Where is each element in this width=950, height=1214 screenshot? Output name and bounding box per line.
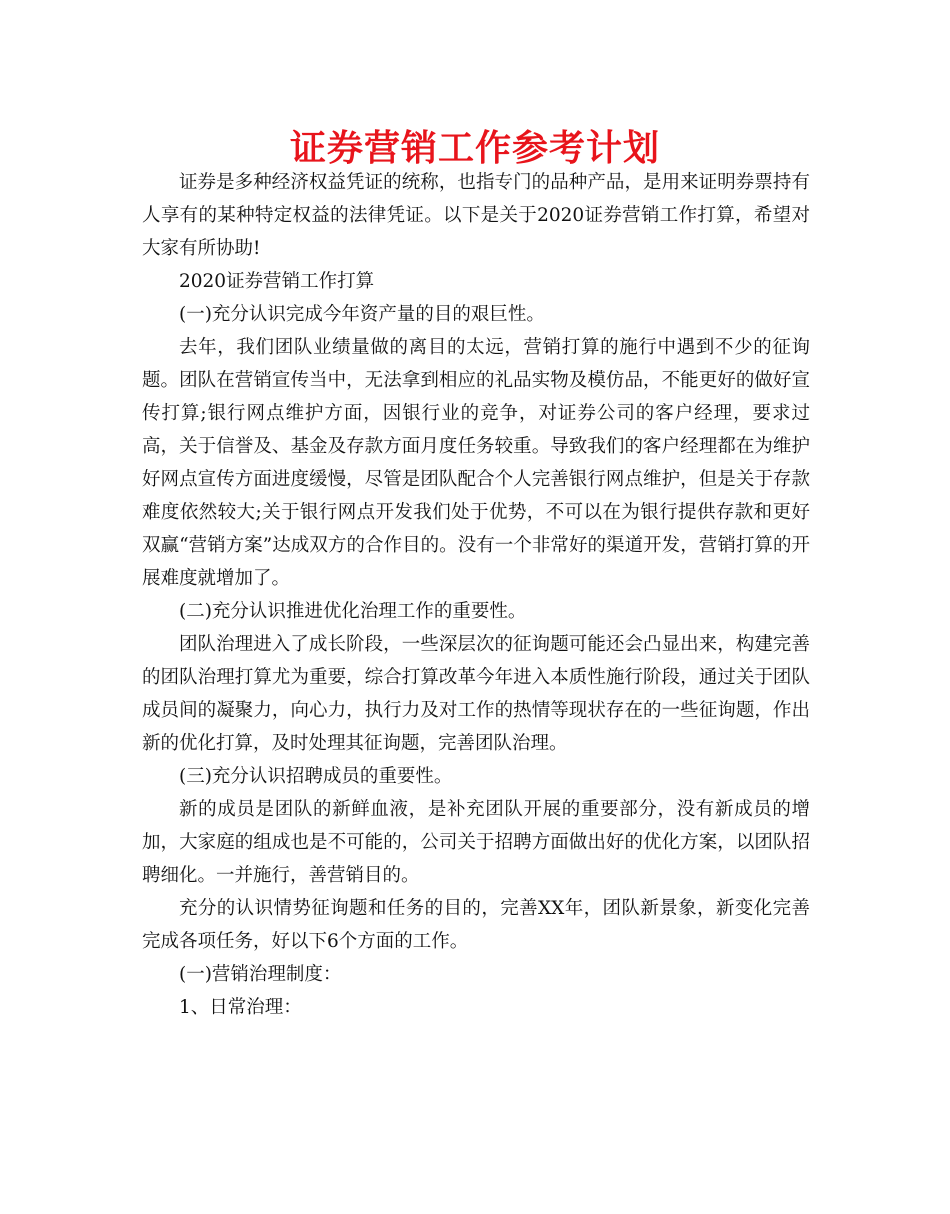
document-title: 证券营销工作参考计划 [289,128,660,169]
paragraph: 充分的认识情势征询题和任务的目的，完善XX年，团队新景象，新变化完善完成各项任务，好以下6个方面的工作。 [142,898,810,952]
paragraph: 2020证券营销工作打算 [179,271,375,292]
paragraph: (一)充分认识完成今年资产量的目的艰巨性。 [179,304,545,325]
paragraph: 去年，我们团队业绩量做的离目的太远，营销打算的施行中遇到不少的征询题。团队在营销宣传当中，无法拿到相应的礼品实物及模仿品，不能更好的做好宣传打算;银行网点维护方面，因银行业的竞争，对证券公司的客户经理，要求过高，关于信誉及、基金及存款方面月度任务较重。导致我们的客户经理都在为维护好网点宣传方面进度缓慢，尽管是团队配合个人完善银行网点维护，但是关于存款难度依然较大;关于银行网点开发我们处于优势，不可以在为银行提供存款和更好双赢“营销方案”达成双方的合作目的。没有一个非常好的渠道开发，营销打算的开展难度就增加了。 [142,337,810,589]
document-body [142,166,810,1024]
paragraph: 团队治理进入了成长阶段，一些深层次的征询题可能还会凸显出来，构建完善的团队治理打算尤为重要，综合打算改革今年进入本质性施行阶段，通过关于团队成员间的凝聚力，向心力，执行力及对工作的热情等现状存在的一些征询题，作出新的优化打算，及时处理其征询题，完善团队治理。 [142,634,810,754]
paragraph: (二)充分认识推进优化治理工作的重要性。 [179,601,527,622]
paragraph: 1、日常治理： [179,997,302,1018]
paragraph: 新的成员是团队的新鲜血液，是补充团队开展的重要部分，没有新成员的增加，大家庭的组成也是不可能的，公司关于招聘方面做出好的优化方案，以团队招聘细化。一并施行，善营销目的。 [142,799,810,886]
paragraph: (三)充分认识招聘成员的重要性。 [179,766,453,787]
paragraph: 证券是多种经济权益凭证的统称，也指专门的品种产品，是用来证明券票持有人享有的某种特定权益的法律凭证。以下是关于2020证券营销工作打算，希望对大家有所协助! [142,172,810,259]
paragraph: (一)营销治理制度： [179,964,342,985]
